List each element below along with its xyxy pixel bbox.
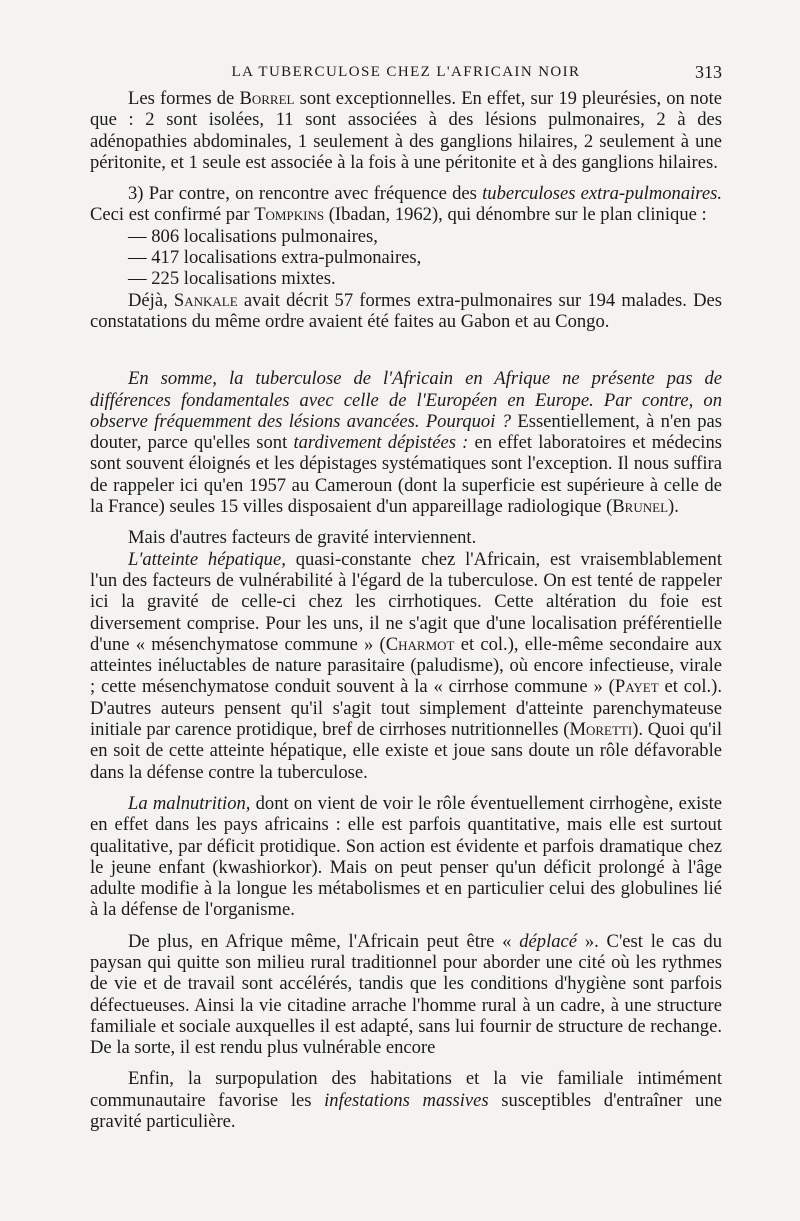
page-header (90, 58, 722, 88)
paragraph-malnutrition: La malnutrition, dont on vient de voir le rôle éventuellement cirrhogène, existe en effet dans les pays africains : elle est parfois quantitative, mais elle est surtout qualitative, par déficit protidique. Son action est évidente et parfois dramatique chez le jeune enfant (kwashiorkor). Mais on peut penser qu'un déficit prolongé à l'âge adulte modifie à la longue les métabolismes et en particulier celui des globulines lié à la défense de l'organisme. (90, 792, 722, 921)
author-name: Sankale (173, 289, 238, 311)
paragraph-sankale: Déjà, Sankale avait décrit 57 formes extra-pulmonaires sur 194 malades. Des constatations du même ordre avaient été faites au Gabon et au Congo. (90, 289, 722, 332)
body-text (90, 88, 722, 1132)
emphasis: déplacé (519, 930, 578, 952)
paragraph-other-factors: Mais d'autres facteurs de gravité interviennent. (128, 527, 477, 549)
emphasis: tardivement dépistées : (293, 432, 469, 454)
emphasis: L'atteinte hépatique, (128, 548, 286, 570)
paragraph-overpopulation: Enfin, la surpopulation des habitations et la vie familiale intimément communautaire favorise les infestations massives susceptibles d'entraîner une gravité particulière. (90, 1068, 722, 1133)
paragraph-borrel-forms: Les formes de Borrel sont exceptionnelles. En effet, sur 19 pleurésies, on note que : 2 sont isolées, 11 sont associées à des lésions pulmonaires, 2 à des adénopathies abdominales, 1 seulement à des ganglions hilaires, 2 seulement à une péritonite, et 1 seule est associée à la fois à une péritonite et à des ganglions hilaires. (90, 88, 722, 173)
paragraph-summary: En somme, la tuberculose de l'Africain en Afrique ne présente pas de différences fondamentales avec celle de l'Européen en Europe. Par contre, on observe fréquemment des lésions avancées. Pourquoi ? Essentiellement, à n'en pas douter, parce qu'elles sont tardivement dépistées : en effet laboratoires et médecins sont souvent éloignés et les dépistages systématiques sont l'exception. Il nous suffira de rappeler ici qu'en 1957 au Cameroun (dont la superficie est supérieure à celle de la France) seules 15 villes disposaient d'un appareillage radiologique (Brunel). (90, 368, 723, 518)
paragraph-displaced: De plus, en Afrique même, l'Africain peut être « déplacé ». C'est le cas du paysan qui quitte son milieu rural traditionnel pour aborder une cité où les rythmes de vie et de travail sont accélérés, tandis que les conditions d'hygiène sont parfois défectueuses. Ainsi la vie citadine arrache l'homme rural à un cadre, à une structure familiale et sociale auxquelles il est adapté, sans lui fournir de structure de rechange. De la sorte, il est rendu plus vulnérable encore (90, 930, 722, 1059)
document-page (90, 58, 722, 1132)
emphasis: En somme, la tuberculose de l'Africain en Afrique ne présente pas de différences fondamentales avec celle de l'Européen en Europe. Par contre, on observe fréquemment des lésions avancées. Pourquoi ? (90, 368, 722, 432)
running-title: LA TUBERCULOSE CHEZ L'AFRICAIN NOIR (231, 64, 581, 80)
paragraph-hepatic: L'atteinte hépatique, quasi-constante chez l'Africain, est vraisemblablement l'un des facteurs de vulnérabilité à l'égard de la tuberculose. On est tenté de rappeler ici la gravité de celle-ci chez les cirrhotiques. Cette altération du foie est diversement comprise. Pour les uns, il ne s'agit que d'une localisation préférentielle d'une « mésenchymatose commune » (Charmot et col.), elle-même secondaire aux atteintes inéluctables de nature parasitaire (paludisme), où encore infectieuse, virale ; cette mésenchymatose conduit souvent à la « cirrhose commune » (Payet et col.). D'autres auteurs pensent qu'il s'agit tout simplement d'atteinte parenchymateuse initiale par carence protidique, bref de cirrhoses nutritionnelles (Moretti). Quoi qu'il en soit de cette atteinte hépatique, elle existe et joue sans doute un rôle défavorable dans la défense contre la tuberculose. (90, 548, 723, 783)
emphasis: La malnutrition, (128, 792, 251, 814)
emphasis: infestations massives (324, 1089, 489, 1111)
author-name: Charmot (385, 633, 455, 655)
list-item: — 225 localisations mixtes. (128, 268, 336, 290)
author-name: Payet (614, 676, 659, 698)
author-name: Tompkins (254, 204, 325, 226)
author-name: Moretti (569, 719, 633, 741)
emphasis: tuberculoses extra-pulmonaires. (482, 183, 722, 205)
list-item: — 806 localisations pulmonaires, (128, 225, 378, 247)
list-item: — 417 localisations extra-pulmonaires, (128, 247, 422, 269)
localisation-list (90, 226, 722, 290)
author-name: Borrel (239, 88, 295, 109)
paragraph-extra-pulmonary: 3) Par contre, on rencontre avec fréquence des tuberculoses extra-pulmonaires. Ceci est confirmé par Tompkins (Ibadan, 1962), qui dénombre sur le plan clinique : (90, 183, 722, 226)
page-number: 313 (695, 62, 722, 82)
author-name: Brunel (612, 496, 669, 518)
